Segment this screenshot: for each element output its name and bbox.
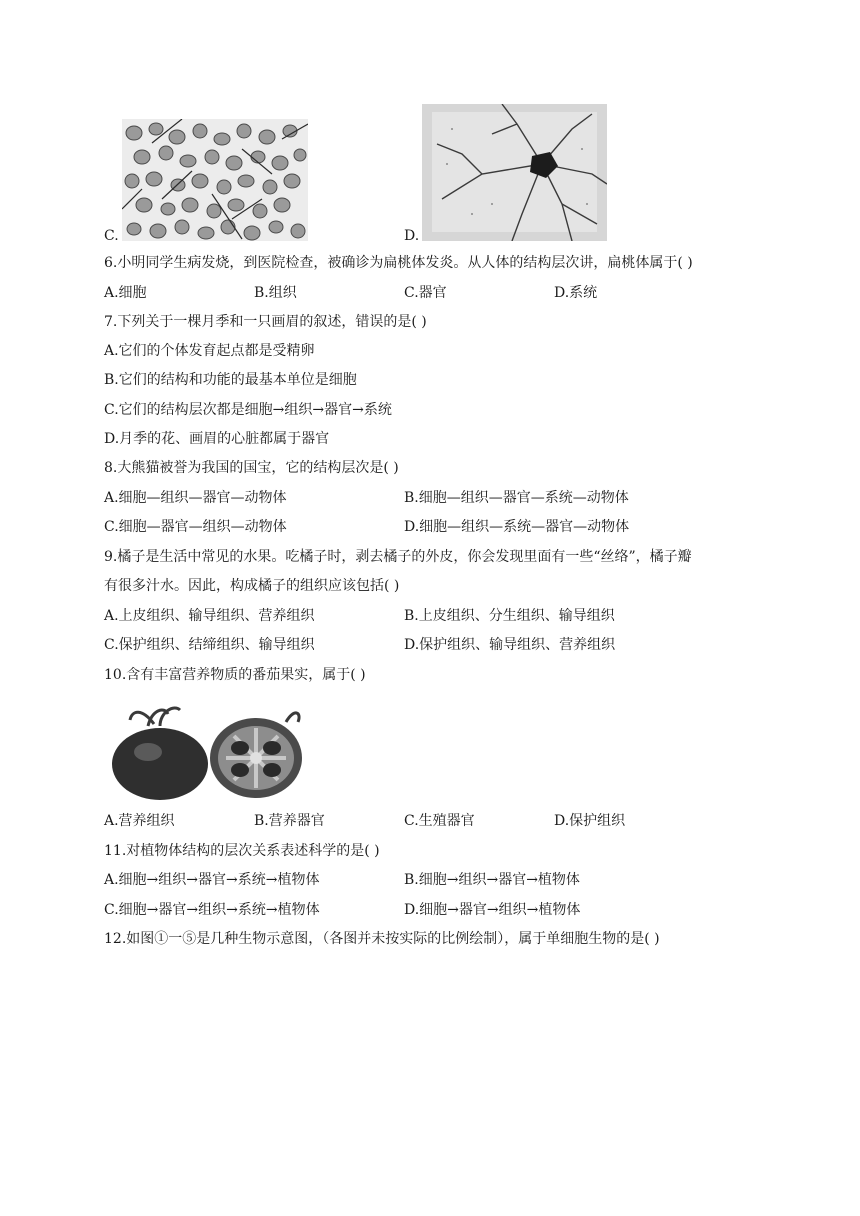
q10-stem: 10.含有丰富营养物质的番茄果实，属于( ) [104,667,366,683]
q9-option-c[interactable]: C.保护组织、结缔组织、输导组织 [104,637,315,653]
epithelial-tissue-micrograph [122,119,308,241]
q11-option-d[interactable]: D.细胞→器官→组织→植物体 [404,902,581,918]
q10-option-c[interactable]: C.生殖器官 [404,813,475,829]
tomato-image [108,700,306,800]
q7-option-b[interactable]: B.它们的结构和功能的最基本单位是细胞 [104,372,357,388]
q11-option-c[interactable]: C.细胞→器官→组织→系统→植物体 [104,902,320,918]
tomato-drawing [108,700,306,800]
neuron-micrograph [422,104,607,241]
q9-stem-line2: 有很多汁水。因此，构成橘子的组织应该包括( ) [104,578,400,594]
q6-option-b[interactable]: B.组织 [254,285,297,301]
q11-option-a[interactable]: A.细胞→组织→器官→系统→植物体 [104,872,320,888]
q7-option-c[interactable]: C.它们的结构层次都是细胞→组织→器官→系统 [104,402,392,418]
q6-stem: 6.小明同学生病发烧，到医院检查，被确诊为扁桃体发炎。从人体的结构层次讲，扁桃体属于( ) [104,255,693,271]
q8-stem: 8.大熊猫被誉为我国的国宝，它的结构层次是( ) [104,460,399,476]
option-c-label: C. [104,228,119,244]
q6-option-c[interactable]: C.器官 [404,285,447,301]
q6-option-a[interactable]: A.细胞 [104,285,147,301]
q9-option-d[interactable]: D.保护组织、输导组织、营养组织 [404,637,616,653]
q9-option-b[interactable]: B.上皮组织、分生组织、输导组织 [404,608,615,624]
q10-option-b[interactable]: B.营养器官 [254,813,325,829]
q11-option-b[interactable]: B.细胞→组织→器官→植物体 [404,872,580,888]
q6-option-d[interactable]: D.系统 [554,285,598,301]
q9-stem-line1: 9.橘子是生活中常见的水果。吃橘子时，剥去橘子的外皮，你会发现里面有一些“丝络”，橘子瓣 [104,549,692,565]
q12-stem: 12.如图①一⑤是几种生物示意图，（各图并未按实际的比例绘制），属于单细胞生物的是( ) [104,931,660,947]
q8-option-a[interactable]: A.细胞—组织—器官—动物体 [104,490,287,506]
q10-option-d[interactable]: D.保护组织 [554,813,626,829]
q8-option-b[interactable]: B.细胞—组织—器官—系统—动物体 [404,490,629,506]
option-d-label: D. [404,228,420,244]
q8-option-c[interactable]: C.细胞—器官—组织—动物体 [104,519,287,535]
q8-option-d[interactable]: D.细胞—组织—系统—器官—动物体 [404,519,630,535]
q7-option-d[interactable]: D.月季的花、画眉的心脏都属于器官 [104,431,330,447]
q10-option-a[interactable]: A.营养组织 [104,813,175,829]
cell-cluster-drawing [122,119,308,241]
q11-stem: 11.对植物体结构的层次关系表述科学的是( ) [104,843,380,859]
q9-option-a[interactable]: A.上皮组织、输导组织、营养组织 [104,608,315,624]
q7-option-a[interactable]: A.它们的个体发育起点都是受精卵 [104,343,315,359]
neuron-drawing [422,104,607,241]
q7-stem: 7.下列关于一棵月季和一只画眉的叙述，错误的是( ) [104,314,427,330]
